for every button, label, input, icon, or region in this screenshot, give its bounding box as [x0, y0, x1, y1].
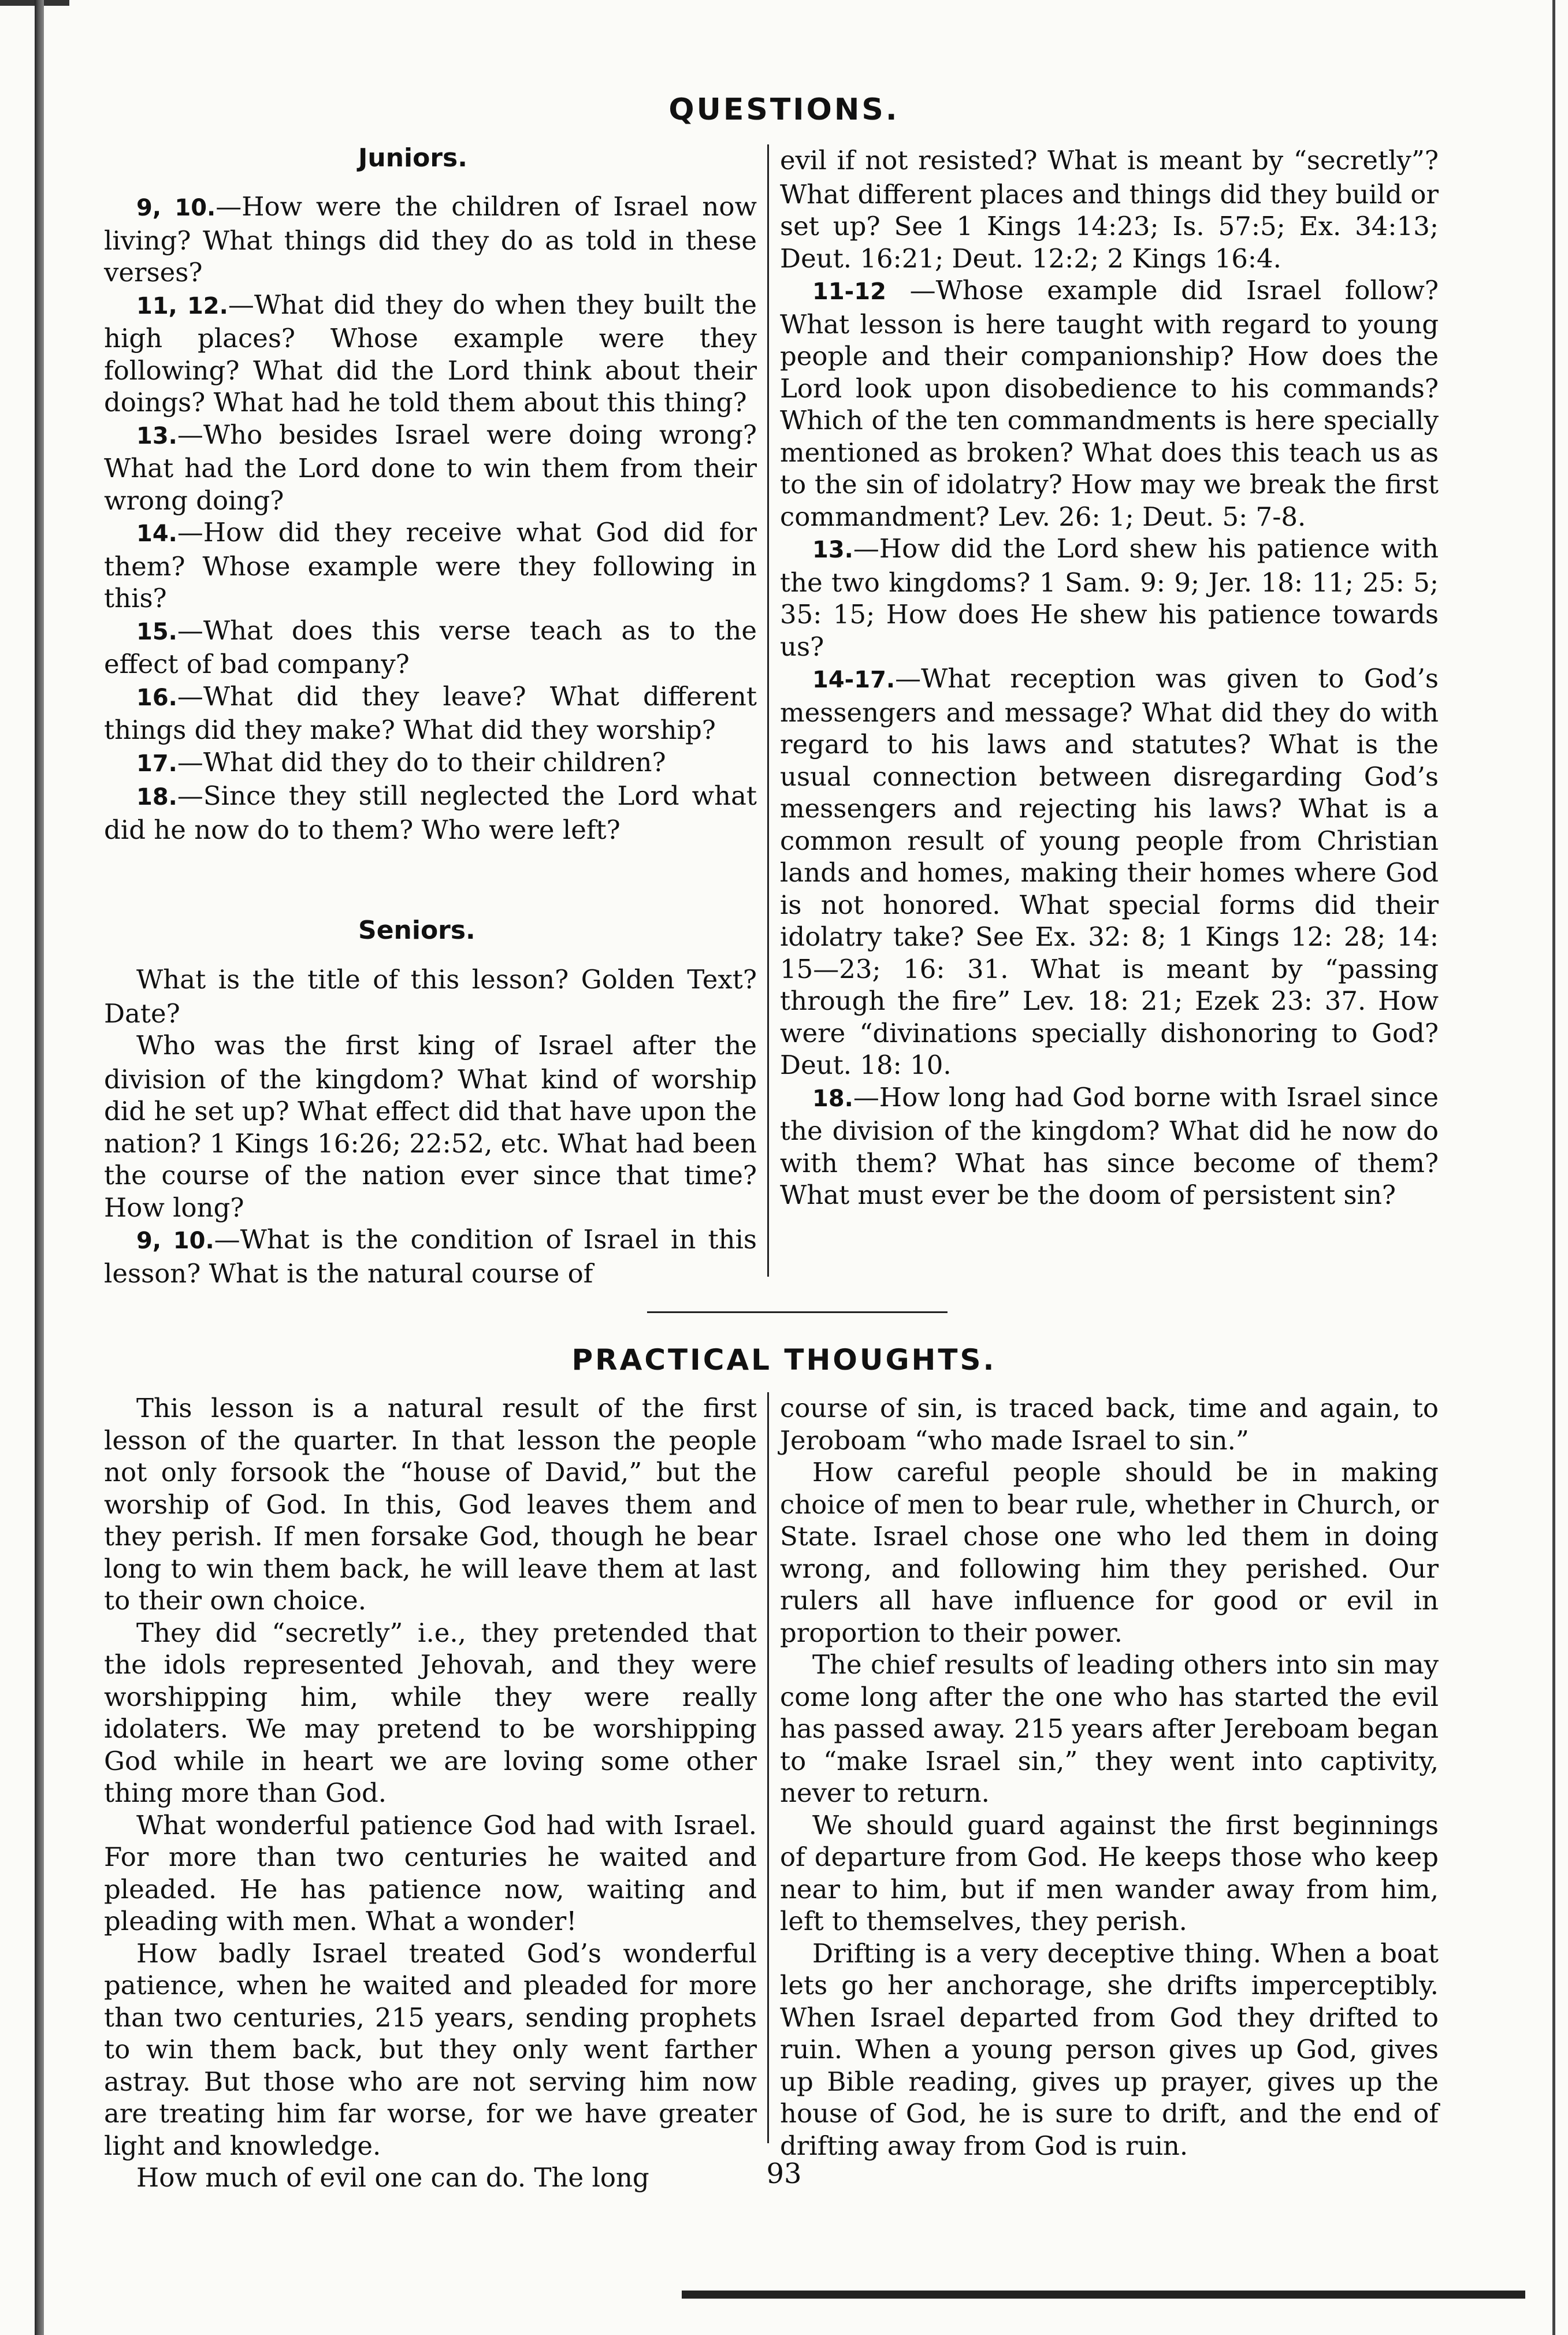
question-item: 9, 10.—What is the condition of Israel in this lesson? What is the natural course of [104, 1224, 757, 1289]
question-item: 18.—Since they still neglected the Lord what did he now do to them? Who were left? [104, 780, 757, 845]
question-item: 16.—What did they leave? What different things did they make? What did they worship? [104, 681, 757, 745]
paragraph: We should guard against the first beginnings of departure from God. He keeps those who keep near to him, but if men wander away from him, left to themselves, they perish. [780, 1809, 1439, 1936]
juniors-heading: Juniors. [358, 143, 467, 173]
question-item: 18.—How long had God borne with Israel since the division of the kingdom? What did he now do with them? What has since become of them? What must ever be the doom of persistent sin? [780, 1081, 1439, 1210]
seniors-heading: Seniors. [358, 916, 475, 945]
question-item: 14-17.—What reception was given to God’s messengers and message? What did they do with regard to his laws and statutes? What is the usual connection between disregarding God’s messengers and rejecting his laws? What is a common result of young people from Christian lands and homes, making their homes where God is not honored. What special forms did their idolatry take? See Ex. 32: 8; 1 Kings 12: 28; 14: 15—23; 16: 31. What is meant by “passing through the fire” Lev. 18: 21; Ezek 23: 37. How were “divinations specially dishonoring to God? Deut. 18: 10. [780, 663, 1439, 1080]
question-item: evil if not resisted? What is meant by “secretly”? What different places and things did they build or set up? See 1 Kings 14:23; Is. 57:5; Ex. 34:13; Deut. 16:21; Deut. 12:2; 2 Kings 16:4. [780, 145, 1439, 274]
page-edge-right [1552, 0, 1555, 2335]
question-item: 17.—What did they do to their children? [136, 746, 666, 778]
questions-heading: QUESTIONS. [668, 92, 900, 127]
question-item: 15.—What does this verse teach as to the effect of bad company? [104, 615, 757, 679]
question-item: Who was the first king of Israel after the division of the kingdom? What kind of worship did he set up? What effect did that have upon the nation? 1 Kings 16:26; 22:52, etc. What had been the course of the nation ever since that time? How long? [104, 1030, 757, 1223]
question-item: 9, 10.—How were the children of Israel now living? What things did they do as told in these verses? [104, 191, 757, 288]
section-rule [647, 1311, 948, 1313]
practical-right-column [780, 1392, 1439, 2162]
paragraph: They did “secretly” i.e., they pretended that the idols represented Jehovah, and they were worshipping him, while they were really idolaters. We may pretend to be worshipping God while in heart we are loving some other thing more than God. [104, 1617, 757, 1808]
bottom-edge-rule [682, 2291, 1525, 2299]
juniors-questions [104, 191, 757, 846]
paragraph: This lesson is a natural result of the first lesson of the quarter. In that lesson the people not only forsook the “house of David,” but the worship of God. In this, God leaves them and they perish. If men forsake God, though he bear long to win them back, he will leave them at last to their own choice. [104, 1393, 757, 1616]
column-divider-practical [767, 1392, 769, 2143]
paragraph: What wonderful patience God had with Israel. For more than two centuries he waited and pleaded. He has patience now, waiting and pleading with men. What a wonder! [104, 1809, 757, 1936]
question-item: 11, 12.—What did they do when they built the high places? Whose example were they following? What did the Lord think about their doings? What had he told them about this thing? [104, 289, 757, 418]
seniors-questions [104, 964, 757, 1289]
paragraph: How much of evil one can do. The long [136, 2162, 649, 2193]
practical-thoughts-heading: PRACTICAL THOUGHTS. [571, 1343, 997, 1377]
question-item: 14.—How did they receive what God did for them? Whose example were they following in this? [104, 517, 757, 614]
paragraph: Drifting is a very deceptive thing. When a boat lets go her anchorage, she drifts imperceptibly. When Israel departed from God they drifted to ruin. When a young person gives up God, gives up Bible reading, gives up prayer, gives up the house of God, he is sure to drift, and the end of drifting away from God is ruin. [780, 1938, 1439, 2161]
question-item: 13.—How did the Lord shew his patience with the two kingdoms? 1 Sam. 9: 9; Jer. 18: 11; 25: 5; 35: 15; How does He shew his patience towards us? [780, 533, 1439, 662]
seniors-questions-continued [780, 144, 1439, 1211]
page-number: 93 [766, 2158, 802, 2190]
question-item: 11-12 —Whose example did Israel follow? What lesson is here taught with regard to young people and their companionship? How does the Lord look upon disobedience to his commands? Which of the ten commandments is here specially mentioned as broken? What does this teach us as to the sin of idolatry? How may we break the first commandment? Lev. 26: 1; Deut. 5: 7-8. [780, 275, 1439, 532]
paragraph: course of sin, is traced back, time and again, to Jeroboam “who made Israel to sin.” [780, 1393, 1439, 1456]
practical-left-column [104, 1392, 757, 2194]
paragraph: How careful people should be in making choice of men to bear rule, whether in Church, or State. Israel chose one who led them in doing wrong, and following him they perished. Our rulers all have influence for good or evil in proportion to their power. [780, 1457, 1439, 1648]
paragraph: The chief results of leading others into sin may come long after the one who has started the evil has passed away. 215 years after Jereboam began to “make Israel sin,” they went into captivity, never to return. [780, 1649, 1439, 1808]
page-edge-left [35, 0, 44, 2335]
question-item: What is the title of this lesson? Golden Text? Date? [104, 964, 757, 1029]
column-divider-questions [767, 144, 769, 1277]
question-item: 13.—Who besides Israel were doing wrong? What had the Lord done to win them from their wrong doing? [104, 419, 757, 516]
paragraph: How badly Israel treated God’s wonderful patience, when he waited and pleaded for more than two centuries, 215 years, sending prophets to win them back, but they only went farther astray. But those who are not serving him now are treating him far worse, for we have greater light and knowledge. [104, 1938, 757, 2161]
